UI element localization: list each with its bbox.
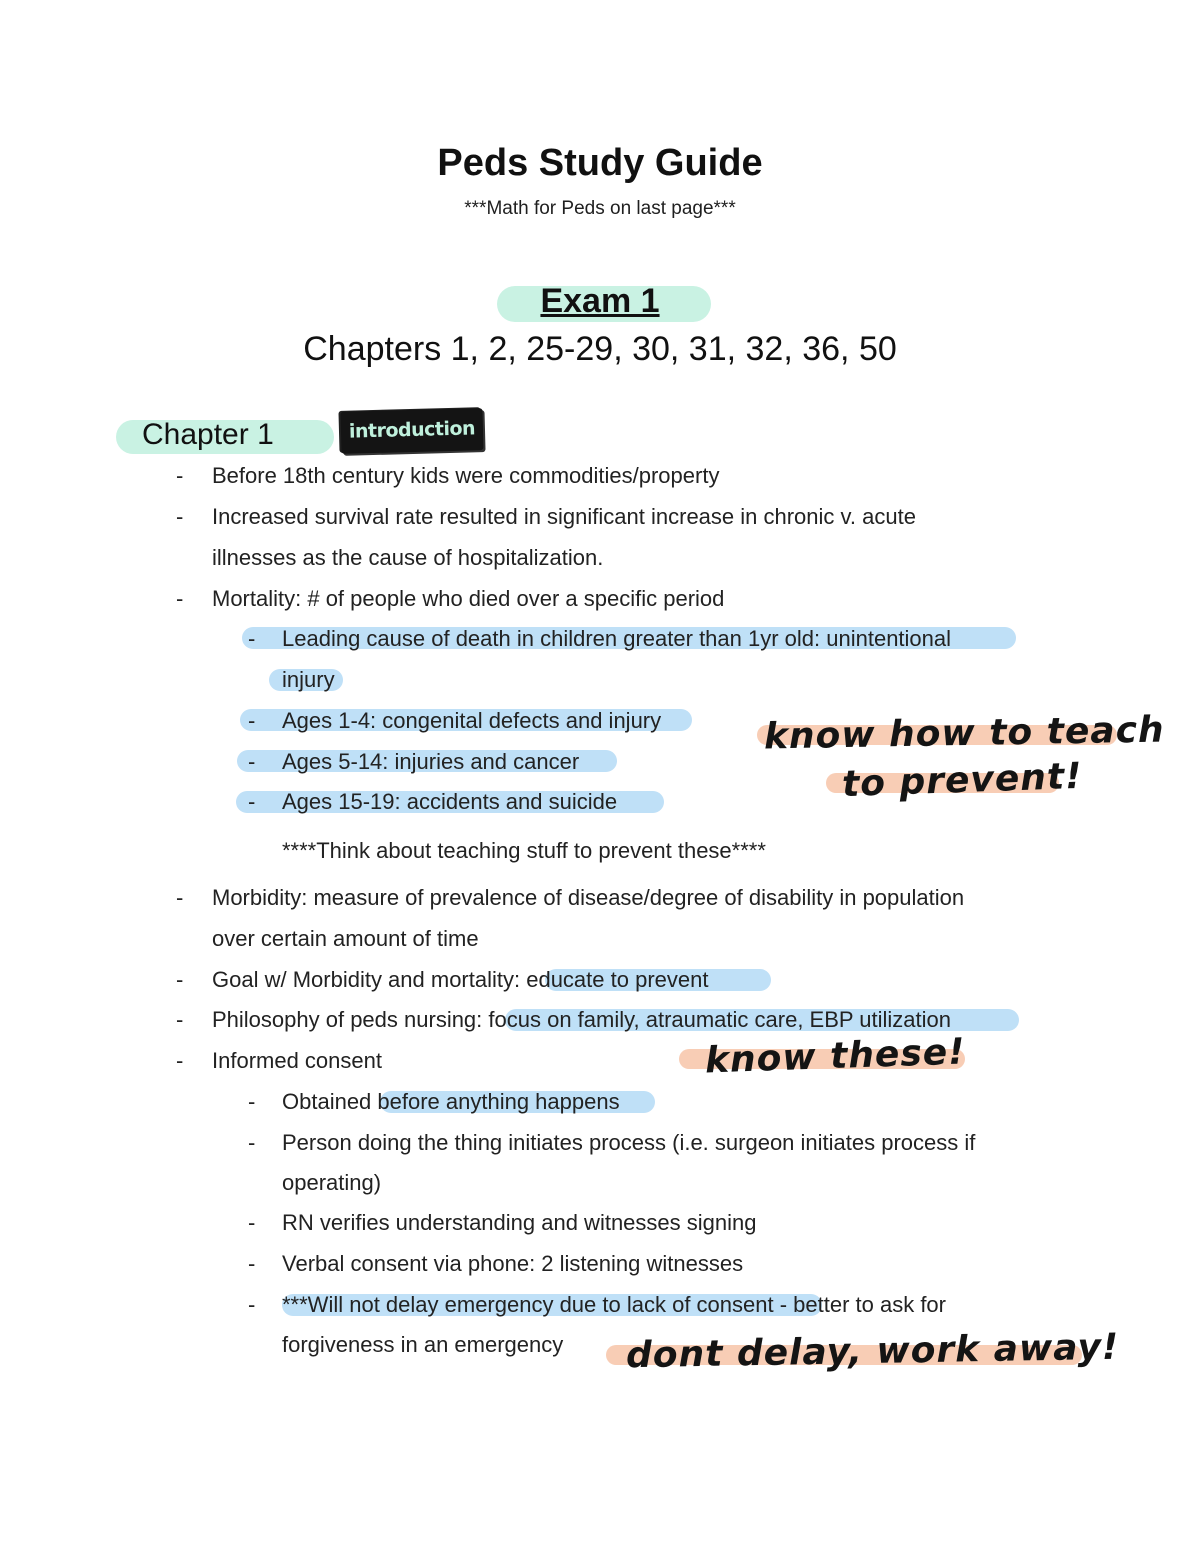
sub-list-item: RN verifies understanding and witnesses signing [282,1210,757,1235]
page-title: Peds Study Guide [437,142,763,184]
sub-list-item: ***Will not delay emergency due to lack of consent - better to ask for [282,1292,946,1317]
sub-list-item-continued: injury [282,667,335,692]
sub-list-item: Verbal consent via phone: 2 listening witnesses [282,1251,744,1276]
chapter-heading: Chapter 1 [142,418,274,451]
exam-heading: Exam 1 [540,282,660,320]
page-subtitle: ***Math for Peds on last page*** [464,198,736,219]
bullet-dash: - [248,789,256,814]
introduction-sticker-label: introduction [348,417,476,443]
introduction-sticker [340,408,483,454]
sub-list-item: Ages 5-14: injuries and cancer [282,749,580,774]
sub-list-item: Leading cause of death in children greater than 1yr old: unintentional [282,626,952,651]
sub-list-item: Ages 1-4: congenital defects and injury [282,708,662,733]
exam-chapters: Chapters 1, 2, 25-29, 30, 31, 32, 36, 50 [303,330,897,368]
sub-list-item-continued: operating) [282,1170,382,1195]
list-item-continued: illnesses as the cause of hospitalization. [212,545,604,570]
bullet-dash: - [248,1210,256,1235]
handwritten-note-dont-delay: dont delay, work away! [625,1326,1120,1377]
list-item: Increased survival rate resulted in significant increase in chronic v. acute [212,504,916,529]
sub-list-item: Person doing the thing initiates process (i.e. surgeon initiates process if [282,1130,976,1155]
sub-list-item: Obtained before anything happens [282,1089,620,1114]
sub-list-item-continued: forgiveness in an emergency [282,1332,564,1357]
handwritten-note-prevent: to prevent! [841,755,1084,806]
bullet-dash: - [176,504,184,529]
bullet-dash: - [248,1251,256,1276]
bullet-dash: - [176,463,184,488]
list-item: Goal w/ Morbidity and mortality: educate to prevent [212,967,709,992]
sub-list-item: Ages 15-19: accidents and suicide [282,789,618,814]
bullet-dash: - [176,1007,184,1032]
list-item: Informed consent [212,1048,382,1073]
handwritten-note-know-these: know these! [704,1031,967,1082]
bullet-dash: - [176,586,184,611]
list-item: Philosophy of peds nursing: focus on family, atraumatic care, EBP utilization [212,1007,952,1032]
bullet-dash: - [176,885,184,910]
list-item: Before 18th century kids were commodities/property [212,463,720,488]
note-line: ****Think about teaching stuff to prevent these**** [282,838,766,863]
bullet-dash: - [248,1089,256,1114]
list-item: Morbidity: measure of prevalence of disease/degree of disability in population [212,885,965,910]
bullet-dash: - [176,967,184,992]
list-item: Mortality: # of people who died over a specific period [212,586,725,611]
bullet-dash: - [248,749,256,774]
bullet-dash: - [248,1292,256,1317]
handwritten-note-teach: know how to teach [763,709,1165,758]
bullet-dash: - [248,626,256,651]
bullet-dash: - [176,1048,184,1073]
list-item-continued: over certain amount of time [212,926,479,951]
bullet-dash: - [248,1130,256,1155]
bullet-dash: - [248,708,256,733]
